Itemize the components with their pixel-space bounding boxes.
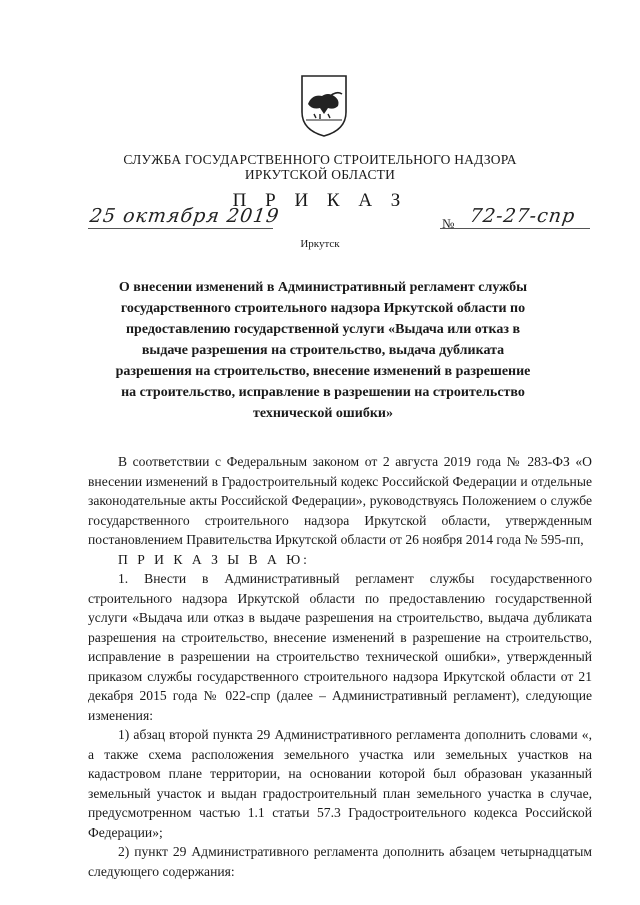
paragraph-item-1: 1. Внести в Административный регламент службы государственного строительного надзора Иркутской области по предоставлению государственной услуги «Выдача или отказ в выдаче разрешения на строительство, выдача дубликата разрешения на строительство, внесение изменений в разрешение на строительство, исправление в разрешении на строительство технической ошибки», утвержденный приказом службы государственного строительного надзора Иркутской области от 21 декабря 2015 года № 022-спр (далее – Административный регламент), следующие изменения: [88,571,592,723]
org-name-line1: СЛУЖБА ГОСУДАРСТВЕННОГО СТРОИТЕЛЬНОГО НАДЗОРА [123,152,517,167]
document-heading: О внесении изменений в Административный регламент службы государственного строительного надзора Иркутской области по предоставлению государственной услуги «Выдача или отказ в выдаче разрешения на строительство, выдача дубликата разрешения на строительство, внесение изменений в разрешение на строительство, исправление в разрешении на строительство технической ошибки» [115,280,531,421]
document-body [88,452,592,881]
handwritten-number: 72-27-спр [468,205,577,227]
city-label: Иркутск [300,238,340,250]
number-underline [440,228,590,229]
paragraph-preamble: В соответствии с Федеральным законом от 2 августа 2019 года № 283-ФЗ «О внесении изменений в Градостроительный кодекс Российской Федерации и отдельные законодательные акты Российской Федерации», руководствуясь Положением о службе государственного строительного надзора Иркутской области, утвержденным постановлением Правительства Иркутской области от 26 ноября 2014 года № 595-пп, [88,454,592,547]
org-name-line2: ИРКУТСКОЙ ОБЛАСТИ [244,167,396,182]
order-word: П Р И К А З Ы В А Ю: [118,551,310,567]
paragraph-subitem-1: 1) абзац второй пункта 29 Административного регламента дополнить словами «, а также схема расположения земельного участка или земельных участков на кадастровом плане территории, на основании которой был образован указанный земельный участок и выдан градостроительный план земельного участка в случае, предусмотренном частью 1.1 статьи 57.3 Градостроительного кодекса Российской Федерации»; [88,727,592,840]
document-type-title: П Р И К А З [232,190,408,211]
paragraph-subitem-2: 2) пункт 29 Административного регламента дополнить абзацем четырнадцатым следующего содержания: [88,844,592,879]
date-underline [88,228,273,229]
handwritten-date: 25 октября 2019 [88,205,281,227]
number-sign: № [442,216,455,231]
coat-of-arms-irkutsk-icon [298,74,350,138]
